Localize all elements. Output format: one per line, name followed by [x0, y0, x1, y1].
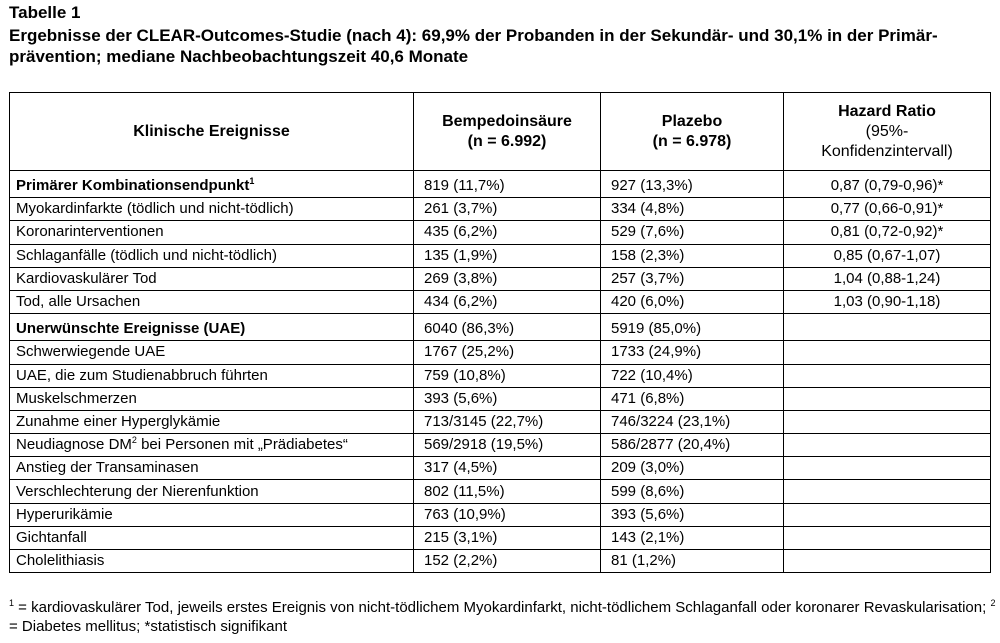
cell-hazard-ratio: [784, 314, 991, 341]
cell-bempedoic: 135 (1,9%): [414, 244, 601, 267]
cell-bempedoic: 435 (6,2%): [414, 221, 601, 244]
cell-event: [10, 526, 414, 549]
table-row: [10, 387, 991, 410]
cell-event: [10, 503, 414, 526]
cell-placebo: 586/2877 (20,4%): [601, 434, 784, 457]
cell-hazard-ratio: [784, 526, 991, 549]
cell-event-text-rest: bei Personen mit „Prädiabetes“: [136, 436, 348, 454]
cell-bempedoic: 802 (11,5%): [414, 480, 601, 503]
cell-event-text: Schwerwiegende UAE: [16, 343, 166, 361]
header-bempedoic-n: (n = 6.992): [467, 132, 547, 150]
cell-event: [10, 314, 414, 341]
cell-bempedoic: 6040 (86,3%): [414, 314, 601, 341]
cell-event-text: Kardiovaskulärer Tod: [16, 269, 157, 287]
header-bempedoic-name: Bempedoinsäure: [442, 112, 572, 130]
cell-hazard-ratio: 0,85 (0,67-1,07): [784, 244, 991, 267]
cell-hazard-ratio: 0,87 (0,79-0,96)*: [784, 171, 991, 198]
cell-event: [10, 364, 414, 387]
cell-bempedoic: 763 (10,9%): [414, 503, 601, 526]
cell-bempedoic: 434 (6,2%): [414, 290, 601, 313]
cell-event-text: Neudiagnose DM: [16, 436, 132, 454]
cell-placebo: 927 (13,3%): [601, 171, 784, 198]
cell-placebo: 158 (2,3%): [601, 244, 784, 267]
cell-placebo: 257 (3,7%): [601, 267, 784, 290]
cell-event: [10, 434, 414, 457]
table-caption: [9, 25, 999, 67]
cell-hazard-ratio: 1,03 (0,90-1,18): [784, 290, 991, 313]
cell-bempedoic: 317 (4,5%): [414, 457, 601, 480]
cell-event: [10, 244, 414, 267]
cell-event: [10, 457, 414, 480]
table-row: [10, 364, 991, 387]
table-row: [10, 457, 991, 480]
cell-event-text: Myokardinfarkte (tödlich und nicht-tödlich): [16, 200, 294, 218]
cell-event-text: Schlaganfälle (tödlich und nicht-tödlich): [16, 246, 277, 264]
cell-event: [10, 221, 414, 244]
cell-event: [10, 480, 414, 503]
caption-line-1: Ergebnisse der CLEAR-Outcomes-Studie (nach 4): 69,9% der Probanden in der Sekundär- und 30,1% in der Primär-: [9, 26, 938, 45]
cell-bempedoic: 152 (2,2%): [414, 550, 601, 573]
header-bempedoic: [414, 93, 601, 171]
cell-hazard-ratio: 1,04 (0,88-1,24): [784, 267, 991, 290]
cell-event: [10, 267, 414, 290]
table-row: [10, 526, 991, 549]
cell-event-text: Zunahme einer Hyperglykämie: [16, 412, 221, 430]
footnote-marker: 1: [249, 176, 255, 187]
cell-event: [10, 341, 414, 364]
table-row: [10, 244, 991, 267]
cell-hazard-ratio: [784, 410, 991, 433]
header-events: Klinische Ereignisse: [10, 93, 414, 171]
table-row: [10, 314, 991, 341]
cell-hazard-ratio: [784, 480, 991, 503]
cell-event-text: UAE, die zum Studienabbruch führten: [16, 366, 268, 384]
cell-placebo: 420 (6,0%): [601, 290, 784, 313]
cell-event-text: Tod, alle Ursachen: [16, 293, 141, 311]
cell-event: [10, 198, 414, 221]
cell-event: [10, 290, 414, 313]
cell-placebo: 209 (3,0%): [601, 457, 784, 480]
cell-event-text: Cholelithiasis: [16, 552, 105, 570]
footnote-sup-1: 1: [9, 598, 15, 608]
cell-event-text: Unerwünschte Ereignisse (UAE): [16, 320, 246, 338]
table-row: [10, 550, 991, 573]
table-row: [10, 198, 991, 221]
header-placebo-n: (n = 6.978): [652, 132, 732, 150]
cell-placebo: 722 (10,4%): [601, 364, 784, 387]
table-row: [10, 480, 991, 503]
table-row: [10, 221, 991, 244]
caption-line-2: prävention; mediane Nachbeobachtungszeit 40,6 Monate: [9, 47, 469, 66]
cell-placebo: 471 (6,8%): [601, 387, 784, 410]
table-footnote: [9, 598, 999, 636]
footnote-sup-2: 2: [990, 598, 996, 608]
footnote-text-1: = kardiovaskulärer Tod, jeweils erstes Ereignis von nicht-tödlichem Myokardinfarkt, nicht-tödlichem Schlaganfall oder koronarer Revaskularisation;: [14, 599, 991, 616]
cell-event: [10, 550, 414, 573]
table-row: [10, 434, 991, 457]
cell-hazard-ratio: [784, 341, 991, 364]
cell-bempedoic: 759 (10,8%): [414, 364, 601, 387]
cell-event-text: Gichtanfall: [16, 528, 87, 546]
cell-bempedoic: 713/3145 (22,7%): [414, 410, 601, 433]
cell-placebo: 5919 (85,0%): [601, 314, 784, 341]
cell-bempedoic: 1767 (25,2%): [414, 341, 601, 364]
results-table: [9, 92, 991, 573]
cell-event-text: Koronarinterventionen: [16, 223, 164, 241]
cell-hazard-ratio: [784, 387, 991, 410]
table-row: [10, 267, 991, 290]
header-hazard-ratio: [784, 93, 991, 171]
cell-event: [10, 410, 414, 433]
header-row: [10, 93, 991, 171]
cell-bempedoic: 261 (3,7%): [414, 198, 601, 221]
header-hr-title: Hazard Ratio: [838, 102, 936, 120]
cell-placebo: 529 (7,6%): [601, 221, 784, 244]
table-row: [10, 503, 991, 526]
cell-hazard-ratio: 0,77 (0,66-0,91)*: [784, 198, 991, 221]
cell-event-text: Anstieg der Transaminasen: [16, 459, 199, 477]
cell-hazard-ratio: [784, 364, 991, 387]
cell-placebo: 1733 (24,9%): [601, 341, 784, 364]
cell-placebo: 81 (1,2%): [601, 550, 784, 573]
table-label: Tabelle 1: [9, 3, 81, 22]
cell-event-text: Hyperurikämie: [16, 505, 113, 523]
cell-hazard-ratio: [784, 434, 991, 457]
header-hr-ci-1: (95%-: [865, 122, 909, 140]
cell-placebo: 393 (5,6%): [601, 503, 784, 526]
cell-placebo: 599 (8,6%): [601, 480, 784, 503]
cell-hazard-ratio: [784, 457, 991, 480]
cell-bempedoic: 569/2918 (19,5%): [414, 434, 601, 457]
header-hr-ci-2: Konfidenzintervall): [821, 142, 953, 160]
table-row: [10, 341, 991, 364]
cell-hazard-ratio: [784, 503, 991, 526]
cell-bempedoic: 215 (3,1%): [414, 526, 601, 549]
footnote-text-2: = Diabetes mellitus; *statistisch signifikant: [9, 618, 288, 635]
table-row: [10, 290, 991, 313]
header-placebo-name: Plazebo: [661, 112, 723, 130]
cell-event-text: Verschlechterung der Nierenfunktion: [16, 482, 259, 500]
cell-hazard-ratio: [784, 550, 991, 573]
cell-bempedoic: 269 (3,8%): [414, 267, 601, 290]
cell-event: [10, 171, 414, 198]
cell-event: [10, 387, 414, 410]
cell-event-text: Primärer Kombinationsendpunkt: [16, 177, 250, 195]
cell-bempedoic: 393 (5,6%): [414, 387, 601, 410]
table-row: [10, 171, 991, 198]
cell-bempedoic: 819 (11,7%): [414, 171, 601, 198]
cell-event-text: Muskelschmerzen: [16, 389, 137, 407]
header-placebo: [601, 93, 784, 171]
cell-placebo: 334 (4,8%): [601, 198, 784, 221]
cell-hazard-ratio: 0,81 (0,72-0,92)*: [784, 221, 991, 244]
cell-placebo: 746/3224 (23,1%): [601, 410, 784, 433]
footnote-marker: 2: [131, 435, 137, 446]
cell-placebo: 143 (2,1%): [601, 526, 784, 549]
table-row: [10, 410, 991, 433]
